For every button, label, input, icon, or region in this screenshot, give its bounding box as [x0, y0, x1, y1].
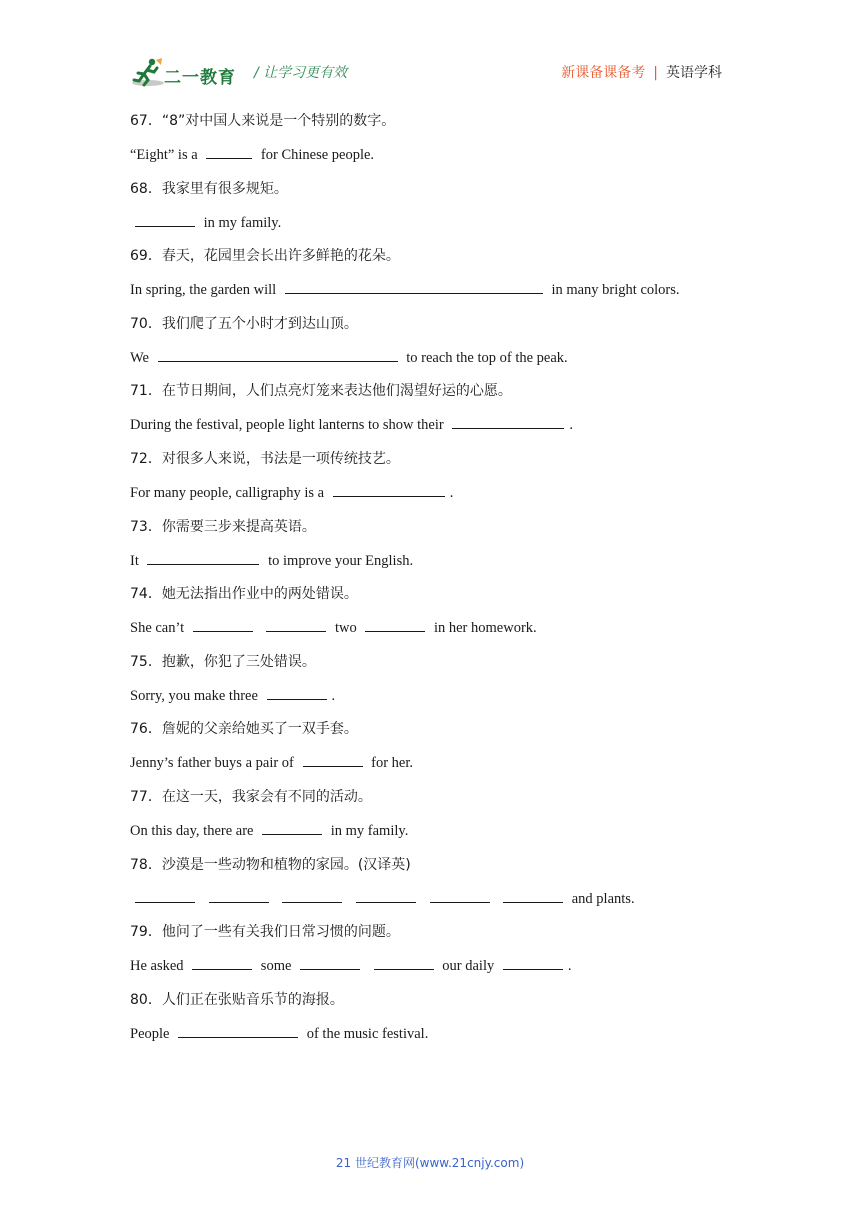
question-item: [130, 989, 750, 1057]
question-item: [130, 718, 750, 786]
question-chinese: 69．春天，花园里会长出许多鲜艳的花朵。: [130, 248, 400, 265]
answer-blank[interactable]: [503, 955, 563, 970]
sentence-text: It: [130, 552, 143, 569]
sentence-text: [495, 891, 499, 907]
answer-blank[interactable]: [356, 888, 416, 903]
question-item: [130, 583, 750, 651]
question-chinese: 67．“8”对中国人来说是一个特别的数字。: [130, 113, 396, 129]
question-chinese: 70．我们爬了五个小时才到达山顶。: [130, 315, 358, 332]
answer-blank[interactable]: [374, 955, 434, 970]
sentence-text: for Chinese people.: [257, 147, 375, 163]
question-chinese: 74．她无法指出作业中的两处错误。: [130, 586, 358, 603]
question-chinese: 78．沙漠是一些动物和植物的家园。(汉译英): [130, 856, 411, 873]
question-english: [130, 685, 750, 707]
header-subject-label: 英语学科: [666, 65, 722, 81]
question-item: [130, 854, 750, 922]
sentence-text: [200, 891, 204, 907]
header-slogan: / 让学习更有效: [254, 65, 348, 81]
sentence-text: and plants.: [568, 890, 635, 907]
answer-blank[interactable]: [365, 617, 425, 632]
answer-blank[interactable]: [503, 888, 563, 903]
question-chinese: 71．在节日期间，人们点亮灯笼来表达他们渴望好运的心愿。: [130, 383, 512, 400]
answer-blank[interactable]: [452, 414, 564, 429]
sentence-text: .: [331, 687, 336, 704]
sentence-text: He asked: [130, 958, 188, 975]
answer-blank[interactable]: [333, 482, 445, 497]
sentence-text: in my family.: [327, 822, 409, 839]
logo-text: 二一教育: [164, 68, 236, 88]
sentence-text: .: [449, 484, 454, 501]
sentence-text: .: [569, 417, 573, 434]
sentence-text: [421, 891, 425, 907]
question-english: [130, 482, 750, 504]
question-chinese: 77．在这一天，我家会有不同的活动。: [130, 788, 372, 805]
sentence-text: in her homework.: [430, 620, 537, 637]
answer-blank[interactable]: [206, 144, 252, 159]
question-item: [130, 921, 750, 989]
sentence-text: some: [257, 958, 296, 975]
question-english: [130, 888, 750, 910]
sentence-text: She can’t: [130, 620, 188, 637]
sentence-text: in many bright colors.: [547, 282, 680, 299]
answer-blank[interactable]: [193, 617, 253, 632]
sentence-text: .: [567, 958, 572, 975]
sentence-text: “Eight” is a: [130, 147, 202, 163]
answer-blank[interactable]: [147, 550, 259, 565]
question-chinese: 79．他问了一些有关我们日常习惯的问题。: [130, 924, 400, 941]
header-right: [561, 62, 722, 82]
sentence-text: People: [130, 1025, 174, 1042]
question-chinese: 76．詹妮的父亲给她买了一双手套。: [130, 721, 358, 738]
sentence-text: to reach the top of the peak.: [402, 349, 568, 366]
sentence-text: [274, 891, 278, 907]
answer-blank[interactable]: [430, 888, 490, 903]
sentence-text: of the music festival.: [303, 1025, 429, 1042]
page-header: [130, 56, 730, 96]
question-item: [130, 651, 750, 719]
question-english: [130, 550, 750, 572]
question-item: [130, 786, 750, 854]
question-chinese: 75．抱歉，你犯了三处错误。: [130, 653, 316, 670]
question-item: [130, 313, 750, 381]
question-english: [130, 144, 750, 166]
answer-blank[interactable]: [178, 1023, 298, 1038]
question-chinese: 80．人们正在张贴音乐节的海报。: [130, 991, 344, 1008]
answer-blank[interactable]: [303, 752, 363, 767]
sentence-text: two: [331, 620, 361, 637]
sentence-text: in my family.: [200, 214, 282, 231]
sentence-text: our daily: [438, 958, 498, 975]
sentence-text: We: [130, 349, 153, 366]
question-list: [130, 110, 750, 1056]
answer-blank[interactable]: [158, 347, 398, 362]
question-english: [130, 617, 750, 639]
question-chinese: 72．对很多人来说，书法是一项传统技艺。: [130, 450, 400, 467]
question-item: [130, 448, 750, 516]
question-english: [130, 212, 750, 234]
question-item: [130, 178, 750, 246]
sentence-text: Jenny’s father buys a pair of: [130, 755, 298, 772]
question-english: [130, 955, 750, 977]
question-english: [130, 752, 750, 774]
answer-blank[interactable]: [266, 617, 326, 632]
sentence-text: [347, 891, 351, 907]
question-english: [130, 347, 750, 369]
sentence-text: to improve your English.: [264, 552, 414, 569]
sentence-text: [365, 958, 369, 974]
question-item: [130, 380, 750, 448]
header-separator: |: [653, 65, 658, 81]
sentence-text: Sorry, you make three: [130, 687, 262, 704]
question-english: [130, 414, 750, 436]
answer-blank[interactable]: [135, 212, 195, 227]
answer-blank[interactable]: [300, 955, 360, 970]
page-footer: 21 世纪教育网(www.21cnjy.com): [335, 1156, 525, 1170]
header-course-label: 新课备课备考: [561, 65, 646, 81]
answer-blank[interactable]: [285, 279, 543, 294]
sentence-text: [258, 620, 262, 636]
question-item: [130, 516, 750, 584]
answer-blank[interactable]: [282, 888, 342, 903]
question-chinese: 68．我家里有很多规矩。: [130, 180, 288, 197]
question-english: [130, 820, 750, 842]
answer-blank[interactable]: [192, 955, 252, 970]
question-item: [130, 245, 750, 313]
sentence-text: During the festival, people light lanterns to show their: [130, 417, 448, 434]
question-chinese: 73．你需要三步来提高英语。: [130, 518, 316, 535]
answer-blank[interactable]: [209, 888, 269, 903]
question-english: [130, 279, 750, 301]
question-item: [130, 110, 750, 178]
question-english: [130, 1023, 750, 1045]
sentence-text: for her.: [367, 755, 414, 772]
sentence-text: In spring, the garden will: [130, 282, 280, 299]
answer-blank[interactable]: [267, 685, 327, 700]
answer-blank[interactable]: [135, 888, 195, 903]
answer-blank[interactable]: [262, 820, 322, 835]
sentence-text: On this day, there are: [130, 822, 258, 839]
sentence-text: For many people, calligraphy is a: [130, 484, 328, 501]
